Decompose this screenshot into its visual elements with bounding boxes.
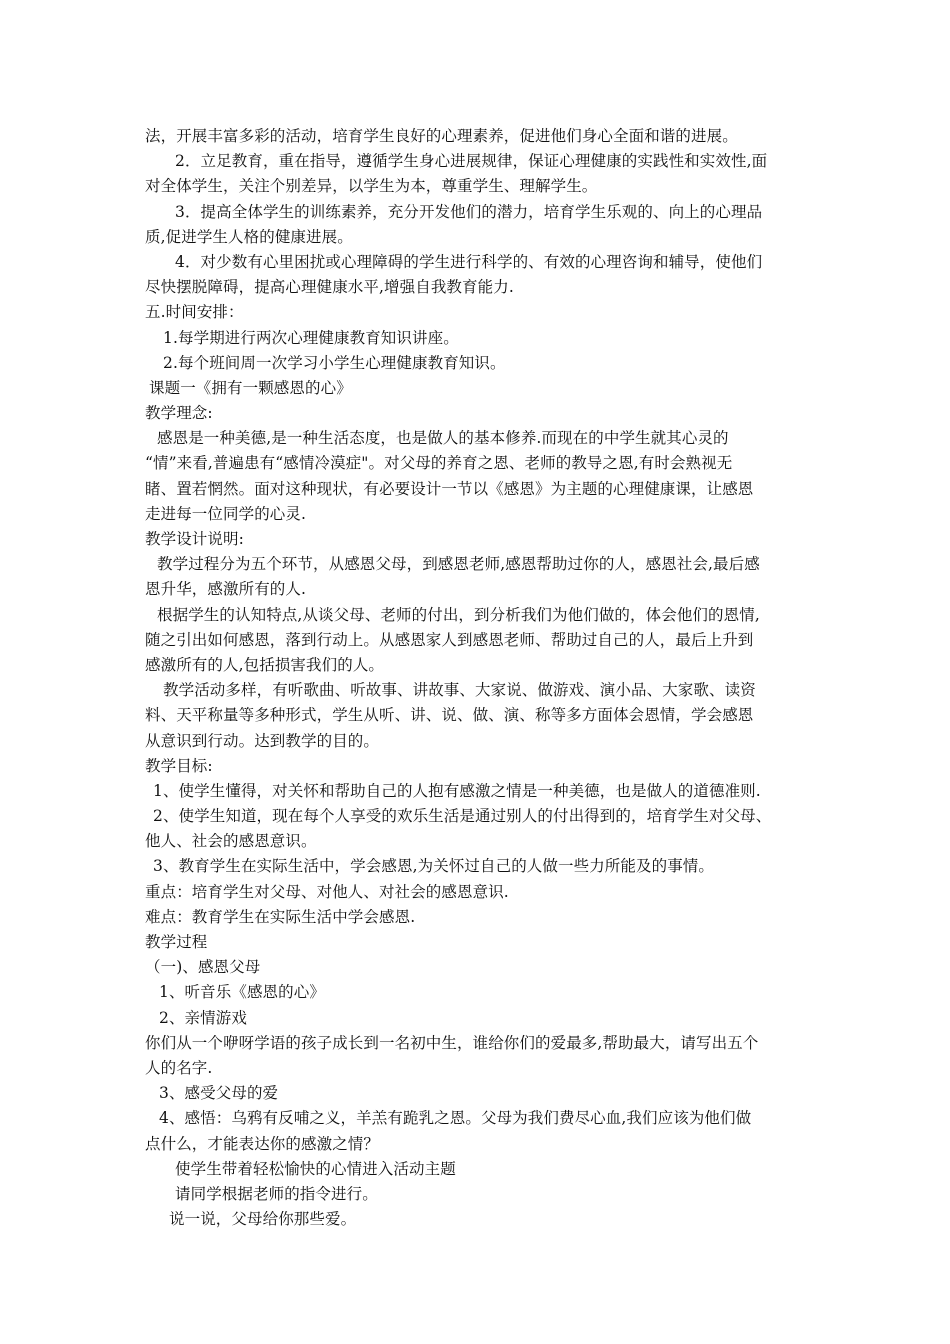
text-line: 人的名字. xyxy=(145,1058,213,1077)
text-line: 对全体学生，关注个别差异，以学生为本，尊重学生、理解学生。 xyxy=(145,177,598,196)
text-line: 课题一《拥有一颗感恩的心》 xyxy=(149,378,352,397)
text-line: 教学活动多样，有听歌曲、听故事、讲故事、大家说、做游戏、演小品、大家歌、读资 xyxy=(163,681,756,700)
text-line: 3、感受父母的爱 xyxy=(159,1084,279,1103)
text-line: 1、听音乐《感恩的心》 xyxy=(159,983,325,1002)
text-line: 3、教育学生在实际生活中，学会感恩,为关怀过自己的人做一些力所能及的事情。 xyxy=(153,857,714,876)
text-line: 4．对少数有心里困扰或心理障碍的学生进行科学的、有效的心理咨询和辅导，使他们 xyxy=(175,252,763,271)
text-line: 随之引出如何感恩，落到行动上。从感恩家人到感恩老师、帮助过自己的人，最后上升到 xyxy=(145,630,754,649)
text-line: 感恩是一种美德,是一种生活态度，也是做人的基本修养.而现在的中学生就其心灵的 xyxy=(157,429,729,448)
text-line: 睹、置若惘然。面对这种现状，有必要设计一节以《感恩》为主题的心理健康课，让感恩 xyxy=(145,479,754,498)
text-line: 尽快摆脱障碍，提高心理健康水平,增强自我教育能力. xyxy=(145,278,514,297)
text-line: 2．立足教育，重在指导，遵循学生身心进展规律，保证心理健康的实践性和实效性,面 xyxy=(175,152,768,171)
text-line: 走进每一位同学的心灵. xyxy=(145,504,307,523)
text-line: 2、使学生知道，现在每个人享受的欢乐生活是通过别人的付出得到的，培育学生对父母、 xyxy=(153,807,772,826)
text-line: 说一说，父母给你那些爱。 xyxy=(169,1210,357,1229)
text-line: 感激所有的人,包括损害我们的人。 xyxy=(145,655,385,674)
text-line: 料、天平称量等多种形式，学生从听、讲、说、做、演、称等多方面体会恩情，学会感恩 xyxy=(145,706,754,725)
text-line: 4、感悟：乌鸦有反哺之义，羊羔有跪乳之恩。父母为我们费尽心血,我们应该为他们做 xyxy=(159,1109,752,1128)
text-line: （一)、感恩父母 xyxy=(145,958,261,977)
text-line: 2、亲情游戏 xyxy=(159,1008,247,1027)
text-line: 恩升华，感激所有的人. xyxy=(145,580,307,599)
text-line: 难点：教育学生在实际生活中学会感恩. xyxy=(145,907,416,926)
text-line: 他人、社会的感恩意识。 xyxy=(145,832,317,851)
text-line: 请同学根据老师的指令进行。 xyxy=(175,1184,378,1203)
text-line: 教学过程分为五个环节，从感恩父母，到感恩老师,感恩帮助过你的人，感恩社会,最后感 xyxy=(157,555,760,574)
text-line: 教学设计说明: xyxy=(145,530,244,548)
text-line: 根据学生的认知特点,从谈父母、老师的付出，到分析我们为他们做的，体会他们的恩情, xyxy=(157,605,760,624)
text-line: 3．提高全体学生的训练素养，充分开发他们的潜力，培育学生乐观的、向上的心理品 xyxy=(175,202,763,221)
document-body xyxy=(145,124,825,1232)
text-line: 1、使学生懂得，对关怀和帮助自己的人抱有感激之情是一种美德，也是做人的道德准则. xyxy=(153,781,761,800)
text-line: 教学理念: xyxy=(145,404,213,423)
text-line: 质,促进学生人格的健康进展。 xyxy=(145,227,353,246)
text-line: 从意识到行动。达到教学的目的。 xyxy=(145,731,380,750)
text-line: 五.时间安排： xyxy=(145,303,244,322)
text-line: 法，开展丰富多彩的活动，培育学生良好的心理素养，促进他们身心全面和谐的进展。 xyxy=(145,127,738,145)
text-line: 你们从一个咿呀学语的孩子成长到一名初中生，谁给你们的爱最多,帮助最大，请写出五个 xyxy=(145,1033,759,1052)
text-line: 点什么，才能表达你的感激之情？ xyxy=(145,1134,380,1153)
text-line: 2.每个班间周一次学习小学生心理健康教育知识。 xyxy=(163,353,506,372)
text-line: “情”来看,普遍患有“感情冷漠症"。对父母的养育之恩、老师的教导之恩,有时会熟视无 xyxy=(145,454,733,473)
text-line: 1.每学期进行两次心理健康教育知识讲座。 xyxy=(163,328,459,347)
text-line: 教学目标: xyxy=(145,756,213,775)
text-line: 重点：培育学生对父母、对他人、对社会的感恩意识. xyxy=(145,882,509,901)
text-line: 使学生带着轻松愉快的心情进入活动主题 xyxy=(175,1159,456,1178)
text-line: 教学过程 xyxy=(145,933,208,951)
